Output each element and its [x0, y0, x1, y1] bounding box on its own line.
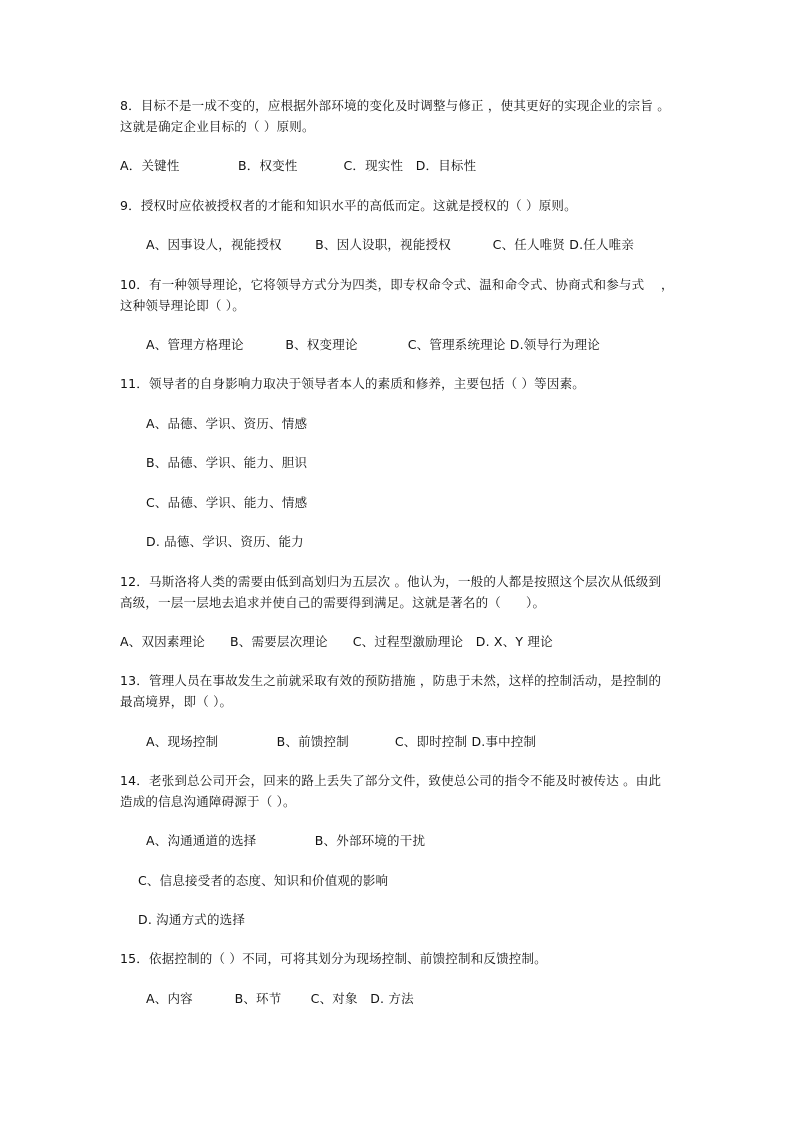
question-15-stem-line-1: 15．依据控制的（ ）不同，可将其划分为现场控制、前馈控制和反馈控制。 [120, 951, 547, 966]
question-11-option-c: C、品德、学识、能力、情感 [146, 495, 308, 510]
question-14-option-a-b: A、沟通通道的选择 B、外部环境的干扰 [146, 833, 426, 848]
question-9-options: A、因事设人，视能授权 B、因人设职，视能授权 C、任人唯贤 D.任人唯亲 [146, 237, 635, 252]
question-10-options: A、管理方格理论 B、权变理论 C、管理系统理论 D.领导行为理论 [146, 337, 600, 352]
question-14-stem-line-2: 造成的信息沟通障碍源于（ ）。 [120, 794, 296, 809]
question-8-stem-line-1: 8．目标不是一成不变的，应根据外部环境的变化及时调整与修正 ，使其更好的实现企业的宗旨 。 [120, 98, 670, 113]
question-13-stem-line-1: 13．管理人员在事故发生之前就采取有效的预防措施 ，防患于未然，这样的控制活动，是控制的 [120, 673, 662, 688]
question-14-option-d: D. 沟通方式的选择 [138, 912, 246, 927]
question-8-options: A．关键性 B．权变性 C．现实性 D．目标性 [120, 158, 477, 173]
question-9-stem-line-1: 9．授权时应依被授权者的才能和知识水平的高低而定。这就是授权的（ ）原则。 [120, 198, 577, 213]
question-10-stem-line-1: 10．有一种领导理论，它将领导方式分为四类，即专权命令式、温和命令式、协商式和参与式 ， [120, 277, 674, 292]
question-11-option-b: B、品德、学识、能力、胆识 [146, 455, 308, 470]
question-13-options: A、现场控制 B、前馈控制 C、即时控制 D.事中控制 [146, 734, 537, 749]
question-14-option-c: C、信息接受者的态度、知识和价值观的影响 [138, 873, 389, 888]
question-12-options: A、双因素理论 B、需要层次理论 C、过程型激励理论 D. X、Y 理论 [120, 634, 553, 649]
question-8-stem-line-2: 这就是确定企业目标的（ ）原则。 [120, 119, 315, 134]
question-14-stem-line-1: 14．老张到总公司开会，回来的路上丢失了部分文件，致使总公司的指令不能及时被传达 。由此 [120, 773, 662, 788]
question-10-stem-line-2: 这种领导理论即（ ）。 [120, 298, 245, 313]
question-11-option-d: D. 品德、学识、资历、能力 [146, 534, 304, 549]
question-12-stem-line-2: 高级，一层一层地去追求并使自己的需要得到满足。这就是著名的（ ）。 [120, 595, 546, 610]
question-11-stem-line-1: 11．领导者的自身影响力取决于领导者本人的素质和修养，主要包括（ ）等因素。 [120, 376, 585, 391]
question-11-option-a: A、品德、学识、资历、情感 [146, 416, 308, 431]
question-13-stem-line-2: 最高境界，即（ ）。 [120, 694, 233, 709]
question-12-stem-line-1: 12．马斯洛将人类的需要由低到高划归为五层次 。他认为，一般的人都是按照这个层次从低级到 [120, 574, 662, 589]
question-15-options: A、内容 B、环节 C、对象 D. 方法 [146, 991, 414, 1006]
